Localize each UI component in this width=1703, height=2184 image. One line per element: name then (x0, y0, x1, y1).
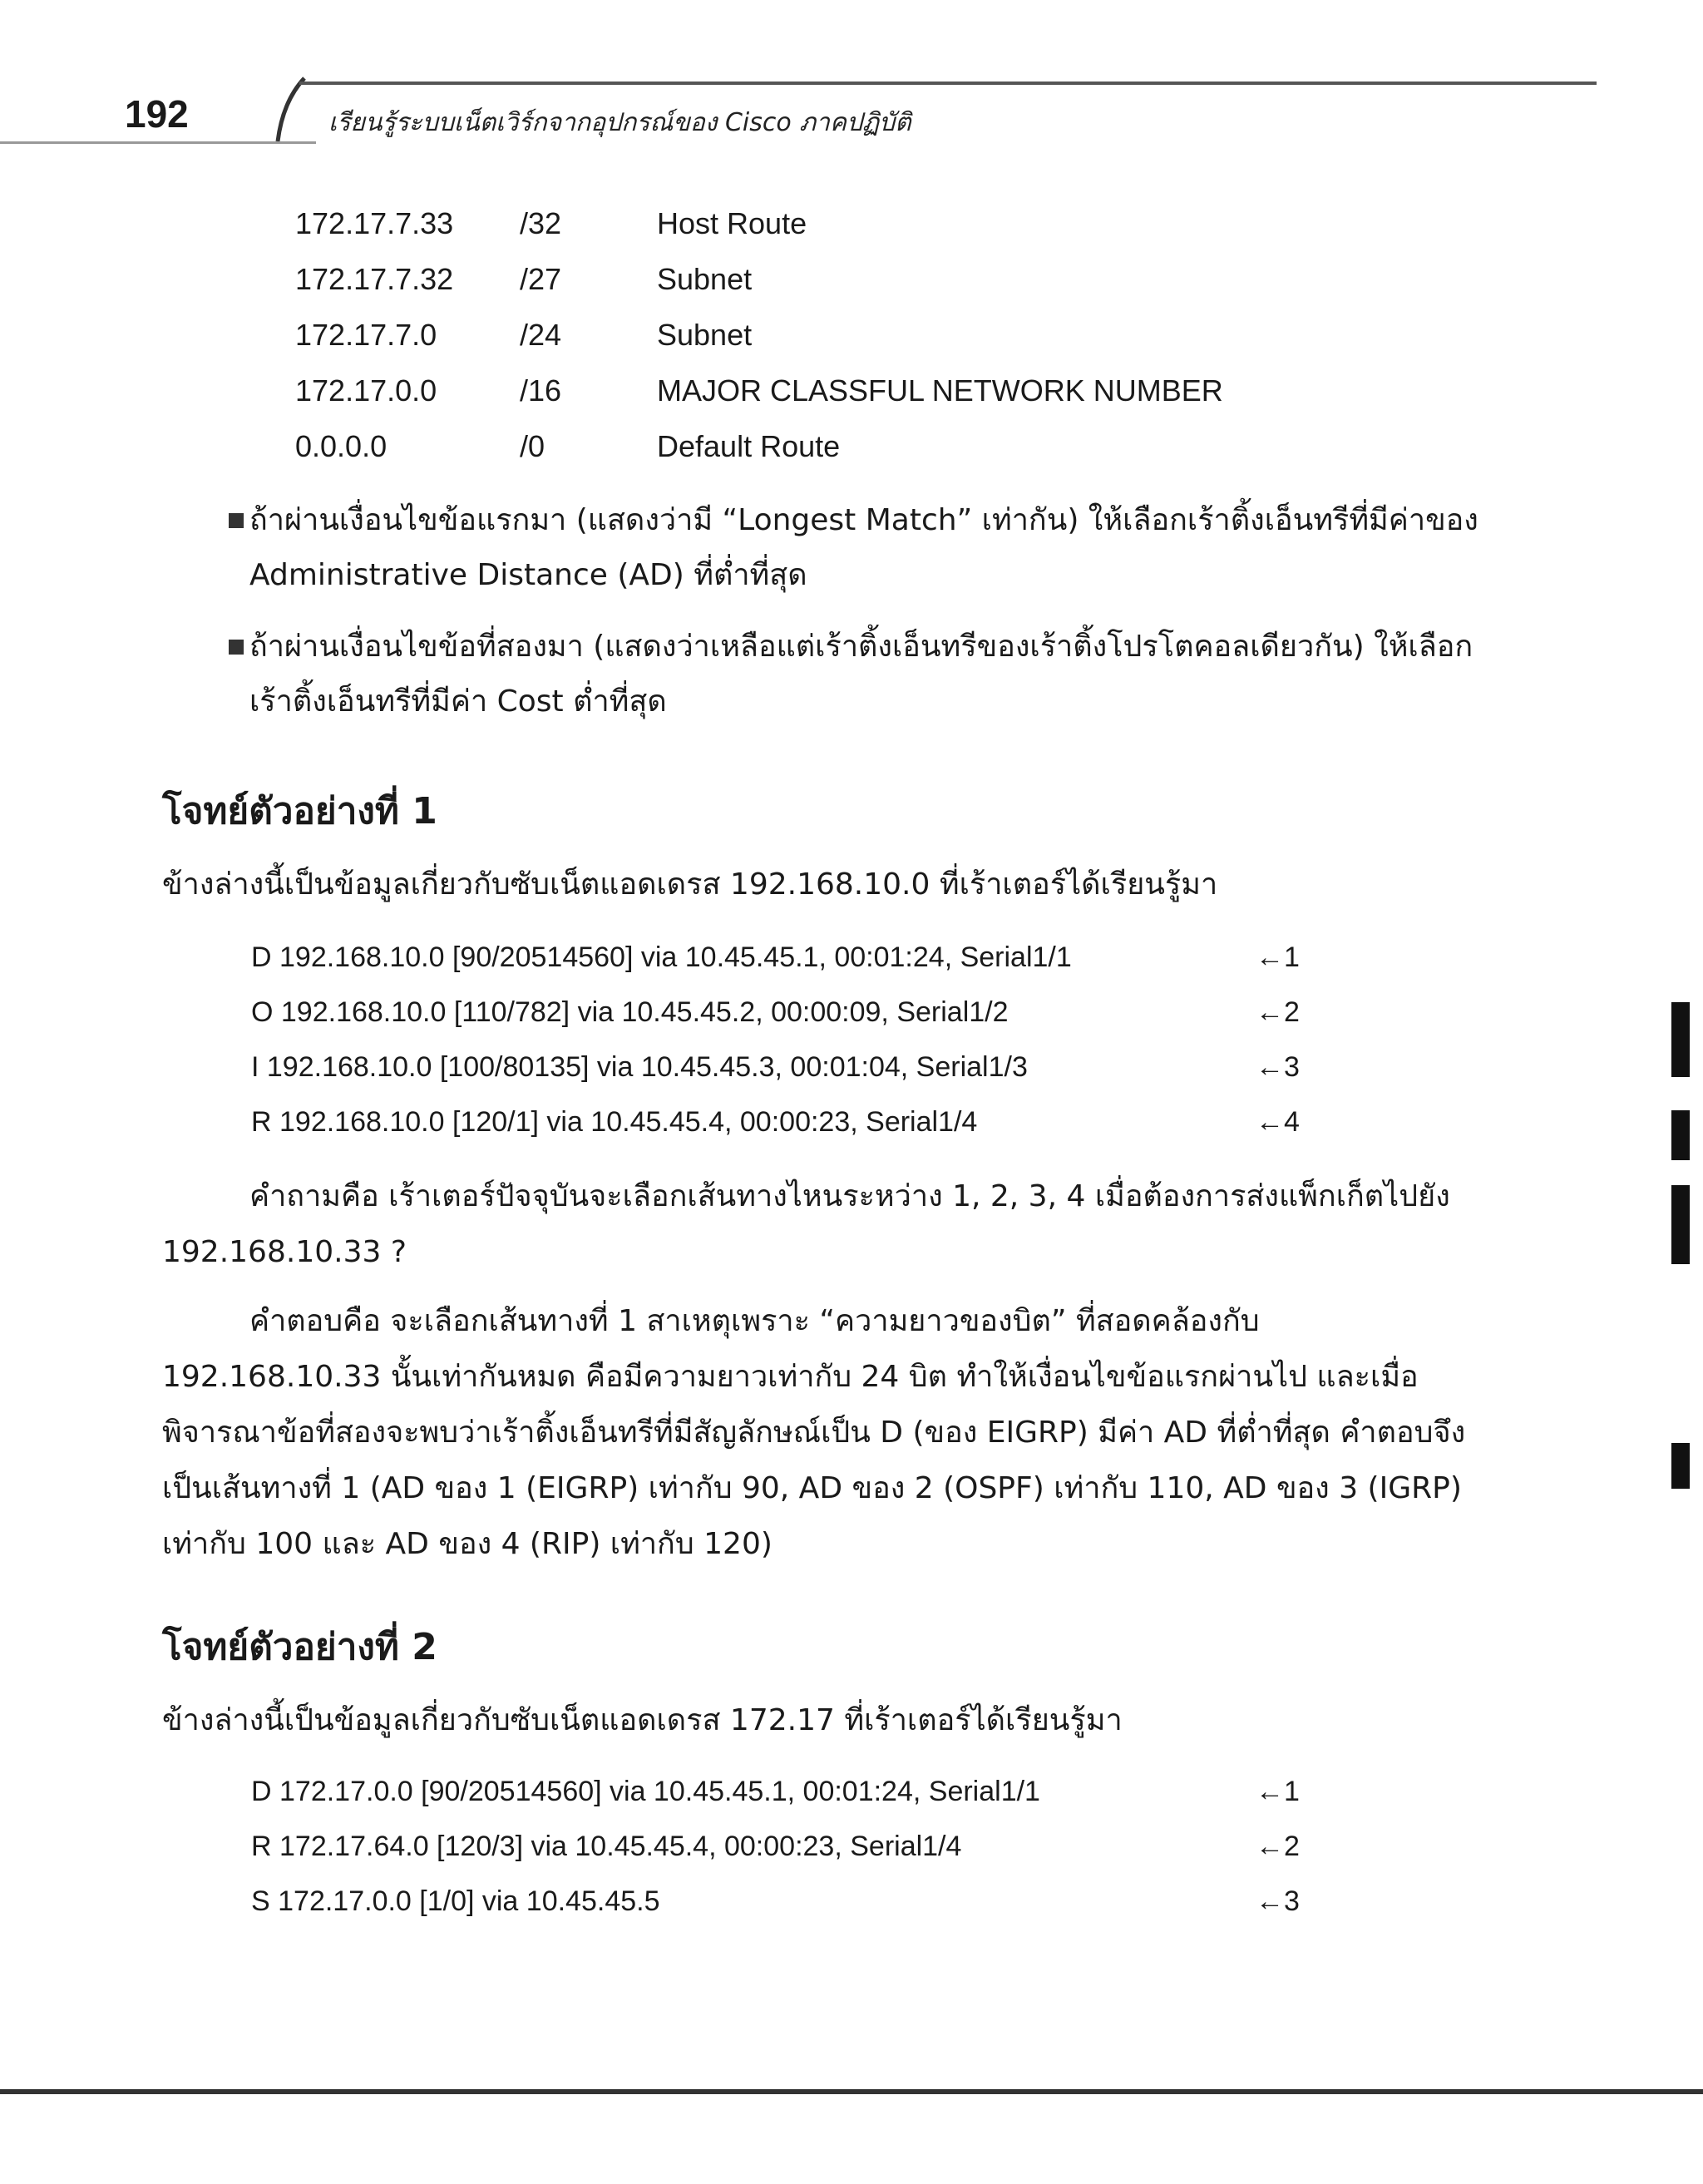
route-arrow-marker: ←3 (1256, 1051, 1300, 1083)
footer-rule (0, 2089, 1703, 2094)
prefix-address: 172.17.7.33 (295, 206, 454, 240)
header-slash-ornament (274, 77, 308, 143)
prefix-type: Subnet (657, 318, 753, 352)
route-arrow-marker: ←2 (1256, 996, 1300, 1028)
example-1-intro: ข้างล่างนี้เป็นข้อมูลเกี่ยวกับซับเน็ตแอดเดรส 192.168.10.0 ที่เร้าเตอร์ได้เรียนรู้มา (162, 867, 1218, 902)
prefix-type: Host Route (657, 206, 807, 240)
prefix-length: /16 (520, 373, 562, 408)
route-arrow-marker: ←2 (1256, 1831, 1300, 1862)
bullet-text: ถ้าผ่านเงื่อนไขข้อที่สองมา (แสดงว่าเหลือแต่เร้าติ้งเอ็นทรีของเร้าติ้งโปรโตคอลเดียวกัน) ให้เลือกเร้าติ้งเอ็นทรีที่มีค่า Cost ต่ำที่สุด (249, 630, 1473, 719)
example-2-intro: ข้างล่างนี้เป็นข้อมูลเกี่ยวกับซับเน็ตแอดเดรส 172.17 ที่เร้าเตอร์ได้เรียนรู้มา (162, 1703, 1123, 1737)
page-number: 192 (125, 92, 189, 136)
route-arrow-marker: ←1 (1256, 941, 1300, 973)
scan-edge-mark (1671, 1002, 1690, 1077)
route-arrow-marker: ←1 (1256, 1776, 1300, 1807)
prefix-length: /27 (520, 262, 562, 296)
prefix-address: 172.17.7.32 (295, 262, 454, 296)
prefix-type: MAJOR CLASSFUL NETWORK NUMBER (657, 373, 1223, 408)
prefix-length: /32 (520, 206, 562, 240)
header-rule-left (0, 141, 316, 144)
route-entry: D 172.17.0.0 [90/20514560] via 10.45.45.1, 00:01:24, Serial1/1 (251, 1776, 1040, 1807)
route-arrow-marker: ←4 (1256, 1106, 1300, 1138)
bullet-text: ถ้าผ่านเงื่อนไขข้อแรกมา (แสดงว่ามี “Longest Match” เท่ากัน) ให้เลือกเร้าติ้งเอ็นทรีที่มีค่าของ Administrative Distance (AD) ที่ต่ำที่สุด (249, 503, 1478, 592)
scan-edge-mark (1671, 1110, 1690, 1160)
running-header-title: เรียนรู้ระบบเน็ตเวิร์กจากอุปกรณ์ของ Cisco ภาคปฏิบัติ (328, 108, 911, 137)
prefix-type: Subnet (657, 262, 753, 296)
bullet-item (249, 620, 1480, 729)
route-entry: I 192.168.10.0 [100/80135] via 10.45.45.3, 00:01:04, Serial1/3 (251, 1051, 1028, 1083)
square-bullet-icon (229, 640, 244, 655)
square-bullet-icon (229, 513, 244, 528)
example-1-question: คำถามคือ เร้าเตอร์ปัจจุบันจะเลือกเส้นทางไหนระหว่าง 1, 2, 3, 4 เมื่อต้องการส่งแพ็กเก็ตไปยัง 192.168.10.33 ? (162, 1179, 1450, 1269)
example-1-heading: โจทย์ตัวอย่างที่ 1 (162, 790, 437, 833)
route-entry: O 192.168.10.0 [110/782] via 10.45.45.2, 00:00:09, Serial1/2 (251, 996, 1009, 1028)
route-entry: D 192.168.10.0 [90/20514560] via 10.45.45.1, 00:01:24, Serial1/1 (251, 941, 1072, 973)
prefix-address: 172.17.0.0 (295, 373, 437, 408)
example-2-heading: โจทย์ตัวอย่างที่ 2 (162, 1626, 437, 1668)
scan-edge-mark (1671, 1185, 1690, 1264)
route-entry: R 172.17.64.0 [120/3] via 10.45.45.4, 00:00:23, Serial1/4 (251, 1831, 962, 1862)
header-rule (299, 82, 1597, 85)
example-1-answer: คำตอบคือ จะเลือกเส้นทางที่ 1 สาเหตุเพราะ “ความยาวของบิต” ที่สอดคล้องกับ 192.168.10.33 นั้นเท่ากันหมด คือมีความยาวเท่ากับ 24 บิต ทำให้เงื่อนไขข้อแรกผ่านไป และเมื่อพิจารณาข้อที่สองจะพบว่าเร้าติ้งเอ็นทรีที่มีสัญลักษณ์เป็น D (ของ EIGRP) มีค่า AD ที่ต่ำที่สุด คำตอบจึงเป็นเส้นทางที่ 1 (AD ของ 1 (EIGRP) เท่ากับ 90, AD ของ 2 (OSPF) เท่ากับ 110, AD ของ 3 (IGRP) เท่ากับ 100 และ AD ของ 4 (RIP) เท่ากับ 120) (162, 1304, 1466, 1561)
route-entry: R 192.168.10.0 [120/1] via 10.45.45.4, 00:00:23, Serial1/4 (251, 1106, 978, 1138)
prefix-type: Default Route (657, 429, 841, 463)
prefix-length: /24 (520, 318, 562, 352)
route-entry: S 172.17.0.0 [1/0] via 10.45.45.5 (251, 1885, 660, 1917)
bullet-item (249, 493, 1480, 603)
prefix-length: /0 (520, 429, 545, 463)
scan-edge-mark (1671, 1443, 1690, 1489)
prefix-address: 0.0.0.0 (295, 429, 387, 463)
prefix-address: 172.17.7.0 (295, 318, 437, 352)
route-arrow-marker: ←3 (1256, 1885, 1300, 1917)
